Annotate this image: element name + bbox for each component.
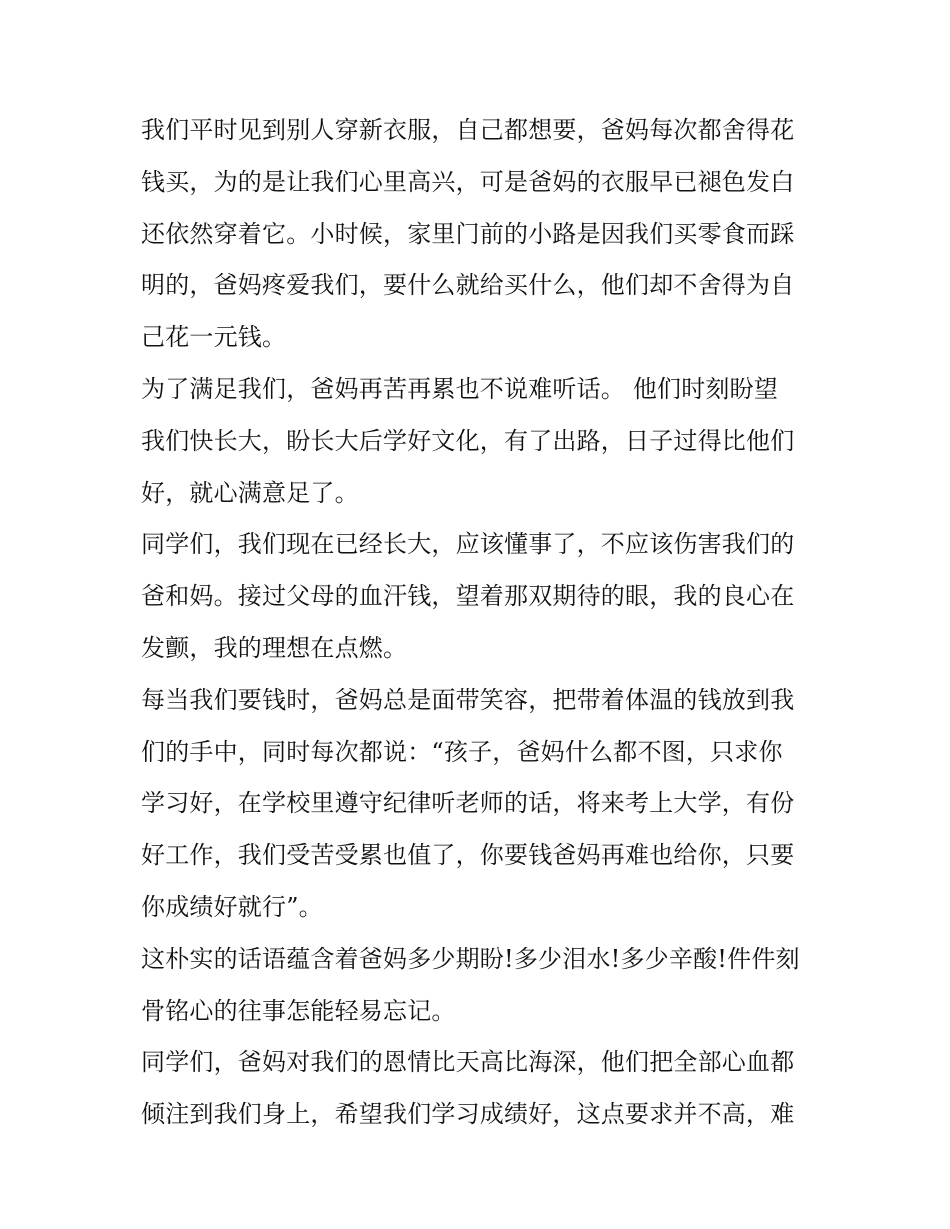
document-body bbox=[141, 110, 813, 1146]
text-line: 己花一元钱。 bbox=[141, 323, 287, 352]
text-line: 好工作，我们受苦受累也值了，你要钱爸妈再难也给你，只要 bbox=[141, 841, 795, 870]
text-line: 同学们，爸妈对我们的恩情比天高比海深，他们把全部心血都 bbox=[141, 1048, 795, 1077]
text-line: 们的手中，同时每次都说：“孩子，爸妈什么都不图，只求你 bbox=[141, 737, 783, 766]
text-line: 骨铭心的往事怎能轻易忘记。 bbox=[141, 996, 456, 1025]
text-line: 还依然穿着它。小时候，家里门前的小路是因我们买零食而踩 bbox=[141, 219, 795, 248]
text-line: 爸和妈。接过父母的血汗钱，望着那双期待的眼，我的良心在 bbox=[141, 582, 795, 611]
text-line: 每当我们要钱时，爸妈总是面带笑容，把带着体温的钱放到我 bbox=[141, 685, 795, 714]
text-line: 钱买，为的是让我们心里高兴，可是爸妈的衣服早已褪色发白 bbox=[141, 167, 795, 196]
text-line: 你成绩好就行”。 bbox=[141, 892, 323, 921]
text-line: 好，就心满意足了。 bbox=[141, 478, 359, 507]
text-line: 明的，爸妈疼爱我们，要什么就给买什么，他们却不舍得为自 bbox=[141, 271, 795, 300]
text-line: 我们快长大，盼长大后学好文化，有了出路，日子过得比他们 bbox=[141, 426, 795, 455]
text-line: 倾注到我们身上，希望我们学习成绩好，这点要求并不高，难 bbox=[141, 1100, 795, 1129]
text-line: 学习好，在学校里遵守纪律听老师的话，将来考上大学，有份 bbox=[141, 789, 795, 818]
text-line: 这朴实的话语蕴含着爸妈多少期盼!多少泪水!多少辛酸!件件刻 bbox=[141, 944, 800, 973]
text-line: 同学们，我们现在已经长大，应该懂事了，不应该伤害我们的 bbox=[141, 530, 795, 559]
text-line: 发颤，我的理想在点燃。 bbox=[141, 633, 408, 662]
text-line: 为了满足我们，爸妈再苦再累也不说难听话。 他们时刻盼望 bbox=[141, 374, 779, 403]
text-line: 我们平时见到别人穿新衣服，自己都想要，爸妈每次都舍得花 bbox=[141, 116, 795, 144]
